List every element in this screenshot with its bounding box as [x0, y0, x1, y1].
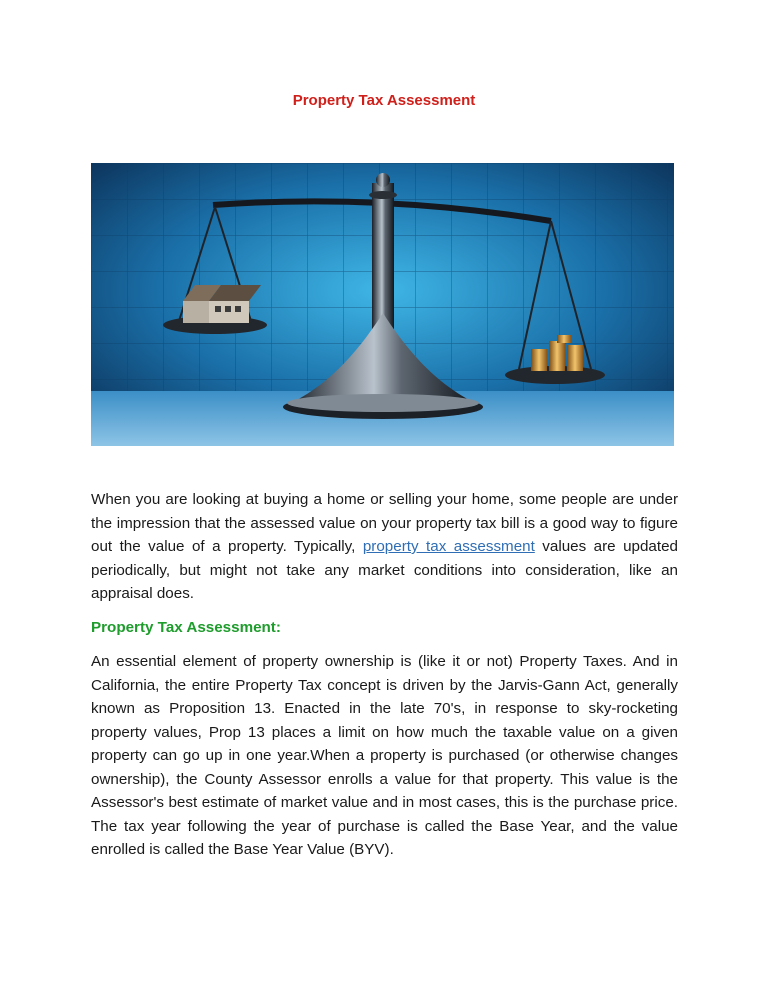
- intro-paragraph: [91, 488, 678, 606]
- intro-text-after-link: values are updated periodically, but might not take any market conditions into consideration, like an appraisal does.: [91, 538, 678, 602]
- hero-image-scales-house-coins: [91, 163, 674, 446]
- property-tax-assessment-link[interactable]: property tax assessment: [362, 538, 535, 555]
- body-paragraph: An essential element of property ownership is (like it or not) Property Taxes. And in California, the entire Property Tax concept is driven by the Jarvis-Gann Act, generally known as Proposition 13. Enacted in the late 70's, in response to sky-rocketing property values, Prop 13 places a limit on how much the taxable value on a given property can go up in one year.When a property is purchased (or otherwise changes ownership), the County Assessor enrolls a value for that property. This value is the Assessor's best estimate of market value and in most cases, this is the purchase price. The tax year following the year of purchase is called the Base Year, and the value enrolled is called the Base Year Value (BYV).: [91, 653, 678, 858]
- section-heading: Property Tax Assessment:: [91, 619, 281, 636]
- page-title: Property Tax Assessment: [292, 92, 476, 109]
- intro-text-before-link: When you are looking at buying a home or selling your home, some people are under the impression that the assessed value on your property tax bill is a good way to figure out the value of a property. Typically,: [91, 491, 678, 555]
